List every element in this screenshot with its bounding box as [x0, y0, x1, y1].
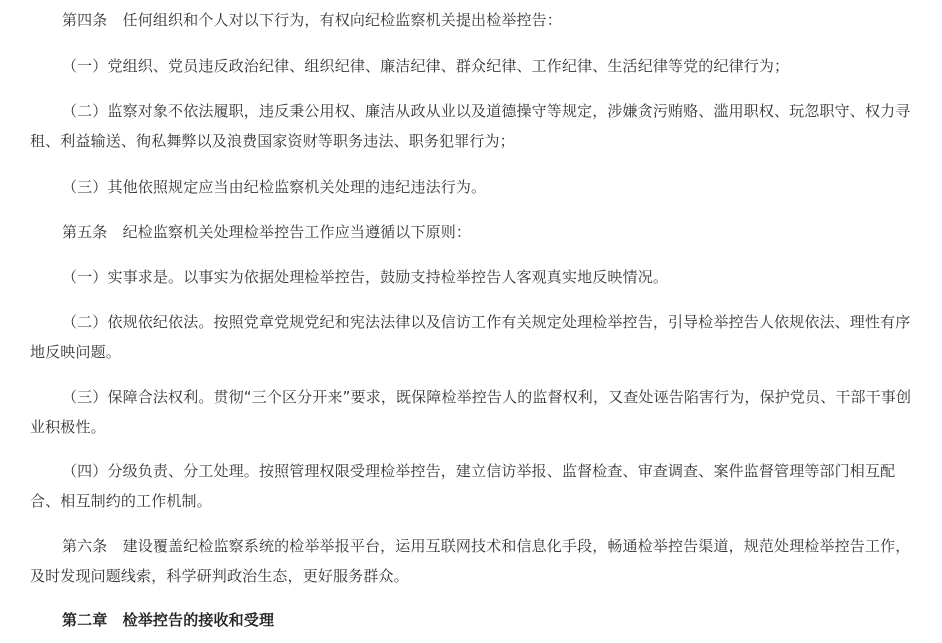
article-5-item-2: （二）依规依纪依法。按照党章党规党纪和宪法法律以及信访工作有关规定处理检举控告，引导检举控告人依规依法、理性有序地反映问题。 — [30, 313, 911, 361]
chapter-2-heading: 第二章 检举控告的接收和受理 — [62, 611, 275, 629]
article-5-intro: 第五条 纪检监察机关处理检举控告工作应当遵循以下原则： — [62, 223, 472, 241]
article-4-item-1: （一）党组织、党员违反政治纪律、组织纪律、廉洁纪律、群众纪律、工作纪律、生活纪律等党的纪律行为； — [62, 57, 790, 75]
article-4-item-3: （三）其他依照规定应当由纪检监察机关处理的违纪违法行为。 — [62, 178, 487, 196]
article-4-item-2: （二）监察对象不依法履职，违反秉公用权、廉洁从政从业以及道德操守等规定，涉嫌贪污贿赂、滥用职权、玩忽职守、权力寻租、利益输送、徇私舞弊以及浪费国家资财等职务违法、职务犯罪行为； — [30, 102, 911, 150]
article-5-item-4: （四）分级负责、分工处理。按照管理权限受理检举控告，建立信访举报、监督检查、审查调查、案件监督管理等部门相互配合、相互制约的工作机制。 — [30, 462, 896, 510]
article-6: 第六条 建设覆盖纪检监察系统的检举举报平台，运用互联网技术和信息化手段，畅通检举控告渠道，规范处理检举控告工作，及时发现问题线索，科学研判政治生态，更好服务群众。 — [30, 537, 911, 585]
article-5-item-3: （三）保障合法权利。贯彻“三个区分开来”要求，既保障检举控告人的监督权利，又查处诬告陷害行为，保护党员、干部干事创业积极性。 — [30, 388, 912, 436]
article-4-intro: 第四条 任何组织和个人对以下行为，有权向纪检监察机关提出检举控告： — [62, 11, 562, 29]
article-5-item-1: （一）实事求是。以事实为依据处理检举控告，鼓励支持检举控告人客观真实地反映情况。 — [62, 268, 669, 286]
